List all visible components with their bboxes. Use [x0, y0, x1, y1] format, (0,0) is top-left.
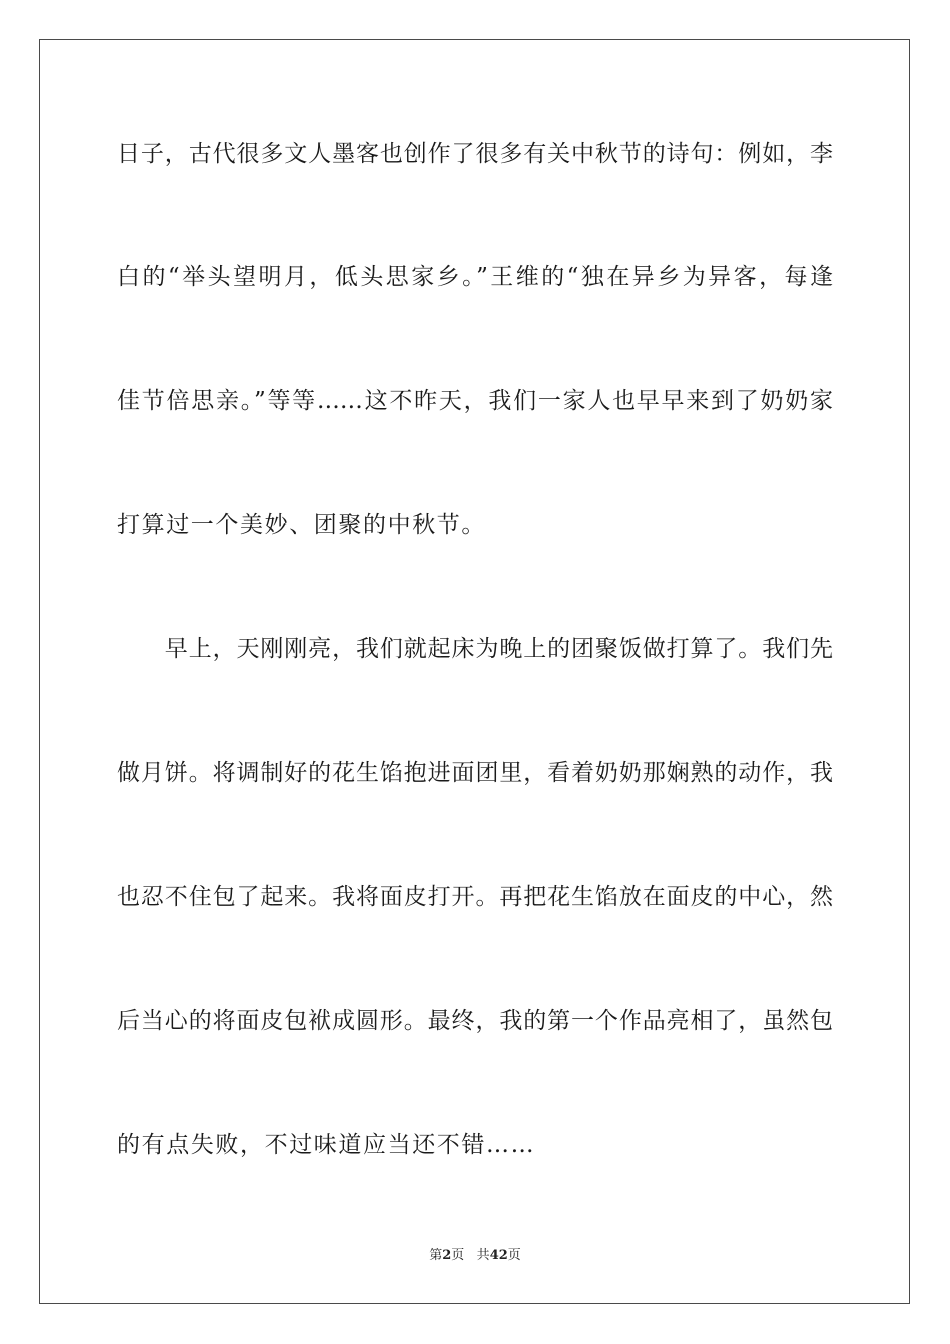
paragraph-2-line-2: 做月饼。将调制好的花生馅抱进面团里，看着奶奶那娴熟的动作，我 [117, 760, 833, 786]
page-total-prefix: 共 [476, 1248, 490, 1263]
page-number-suffix: 页 [451, 1248, 465, 1263]
page-footer [0, 1247, 950, 1265]
paragraph-2-line-3: 也忍不住包了起来。我将面皮打开。再把花生馅放在面皮的中心，然 [117, 884, 833, 910]
body-text-line-1: 日子，古代很多文人墨客也创作了很多有关中秋节的诗句：例如，李 [117, 141, 833, 167]
page-border [39, 39, 910, 1304]
page-number-current: 2 [442, 1248, 452, 1263]
page-total-suffix: 页 [507, 1248, 521, 1263]
paragraph-2-line-4: 后当心的将面皮包袱成圆形。最终，我的第一个作品亮相了，虽然包 [117, 1008, 833, 1034]
body-text-line-3: 佳节倍思亲。”等等……这不昨天，我们一家人也早早来到了奶奶家 [117, 388, 833, 414]
page-number-prefix: 第 [429, 1248, 443, 1263]
paragraph-2-line-1: 早上，天刚刚亮，我们就起床为晚上的团聚饭做打算了。我们先 [117, 636, 833, 662]
paragraph-2-line-5: 的有点失败，不过味道应当还不错…… [117, 1132, 536, 1158]
body-text-line-4: 打算过一个美妙、团聚的中秋节。 [117, 512, 486, 538]
page-number-total: 42 [489, 1248, 508, 1263]
body-text-line-2: 白的“举头望明月，低头思家乡。”王维的“独在异乡为异客，每逢 [117, 264, 833, 290]
